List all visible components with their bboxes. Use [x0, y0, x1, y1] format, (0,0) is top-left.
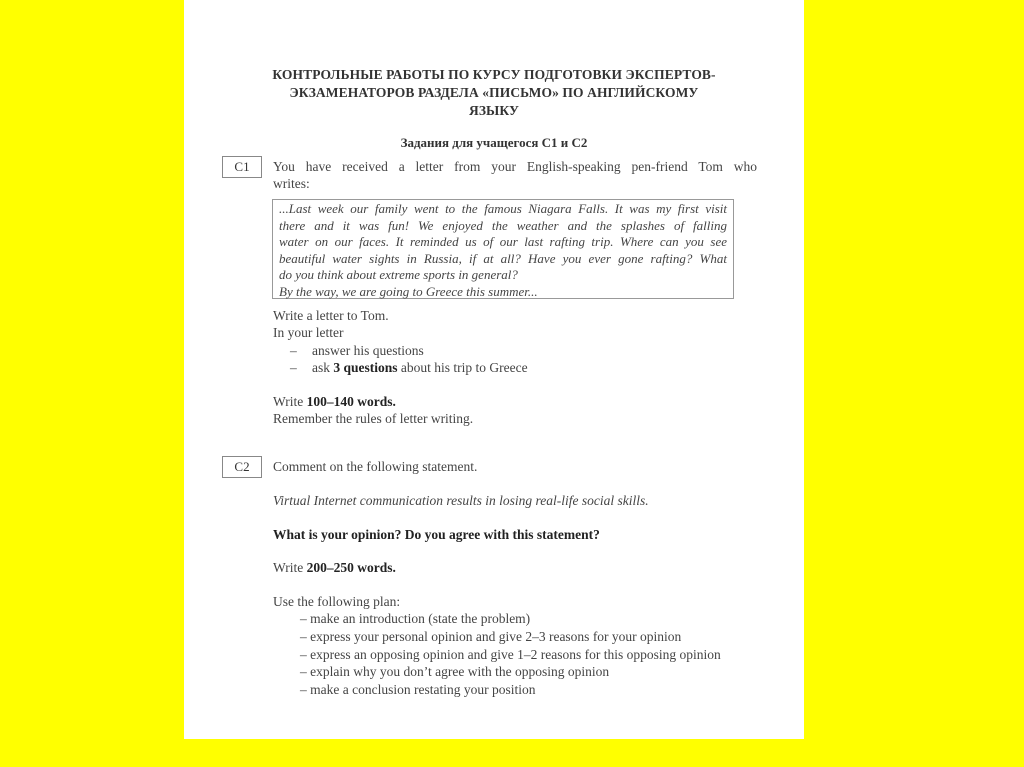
- c2-intro: Comment on the following statement.: [273, 459, 478, 474]
- c1-bullet-2: [290, 359, 528, 377]
- word-count-prefix: Write: [273, 560, 307, 575]
- c2-plan-item: – make a conclusion restating your position: [300, 682, 536, 697]
- c2-statement: Virtual Internet communication results in losing real-life social skills.: [273, 493, 649, 508]
- task-label-c1: C1: [222, 156, 262, 178]
- c1-word-count: [273, 393, 396, 411]
- letter-line: beautiful water sights in Russia, if at all? Have you ever gone rafting? What: [279, 250, 727, 266]
- c2-word-count: [273, 559, 396, 577]
- c2-question: What is your opinion? Do you agree with this statement?: [273, 527, 600, 542]
- c1-bullet-1: [290, 342, 424, 360]
- c2-plan-item: – make an introduction (state the problem): [300, 611, 531, 626]
- word-count-prefix: Write: [273, 394, 307, 409]
- c2-plan-item: – express an opposing opinion and give 1–2 reasons for this opposing opinion: [300, 647, 721, 662]
- letter-line: do you think about extreme sports in general?: [279, 267, 518, 283]
- title-line-1: КОНТРОЛЬНЫЕ РАБОТЫ ПО КУРСУ ПОДГОТОВКИ ЭКСПЕРТОВ-: [272, 67, 716, 82]
- title-line-3: ЯЗЫКУ: [468, 103, 520, 118]
- c2-plan-item: – explain why you don’t agree with the opposing opinion: [300, 664, 610, 679]
- c1-instruction-2: In your letter: [273, 325, 344, 340]
- bullet-bold-text: 3 questions: [333, 360, 398, 375]
- c2-plan-intro: Use the following plan:: [273, 594, 401, 609]
- word-count-value: 200–250 words.: [306, 560, 396, 575]
- c1-intro-line1: You have received a letter from your English-speaking pen-friend Tom who: [273, 159, 757, 174]
- bullet-text: ask: [312, 360, 334, 375]
- word-count-value: 100–140 words.: [306, 394, 396, 409]
- c1-instruction-1: Write a letter to Tom.: [273, 308, 389, 323]
- letter-line: there and it was fun! We enjoyed the weather and the splashes of falling: [279, 217, 727, 233]
- bullet-text: about his trip to Greece: [397, 360, 528, 375]
- bullet-text: answer his questions: [312, 343, 424, 358]
- document-page: [184, 0, 804, 739]
- letter-line: water on our faces. It reminded us of our last rafting trip. Where can you see: [279, 234, 727, 250]
- task-label-c2: C2: [222, 456, 262, 478]
- c1-reminder: Remember the rules of letter writing.: [273, 411, 474, 426]
- dash: –: [290, 360, 297, 375]
- title-line-2: ЭКЗАМЕНАТОРОВ РАЗДЕЛА «ПИСЬМО» ПО АНГЛИЙСКОМУ: [289, 85, 699, 100]
- c2-plan-item: – express your personal opinion and give 2–3 reasons for your opinion: [300, 629, 682, 644]
- letter-line: ...Last week our family went to the famous Niagara Falls. It was my first visit: [279, 201, 727, 216]
- document-title: [244, 66, 744, 120]
- c1-letter-quote: [272, 199, 734, 299]
- c1-intro-line2: writes:: [273, 176, 310, 191]
- dash: –: [290, 343, 297, 358]
- letter-line: By the way, we are going to Greece this summer...: [279, 283, 538, 299]
- document-subtitle: Задания для учащегося С1 и С2: [400, 135, 588, 150]
